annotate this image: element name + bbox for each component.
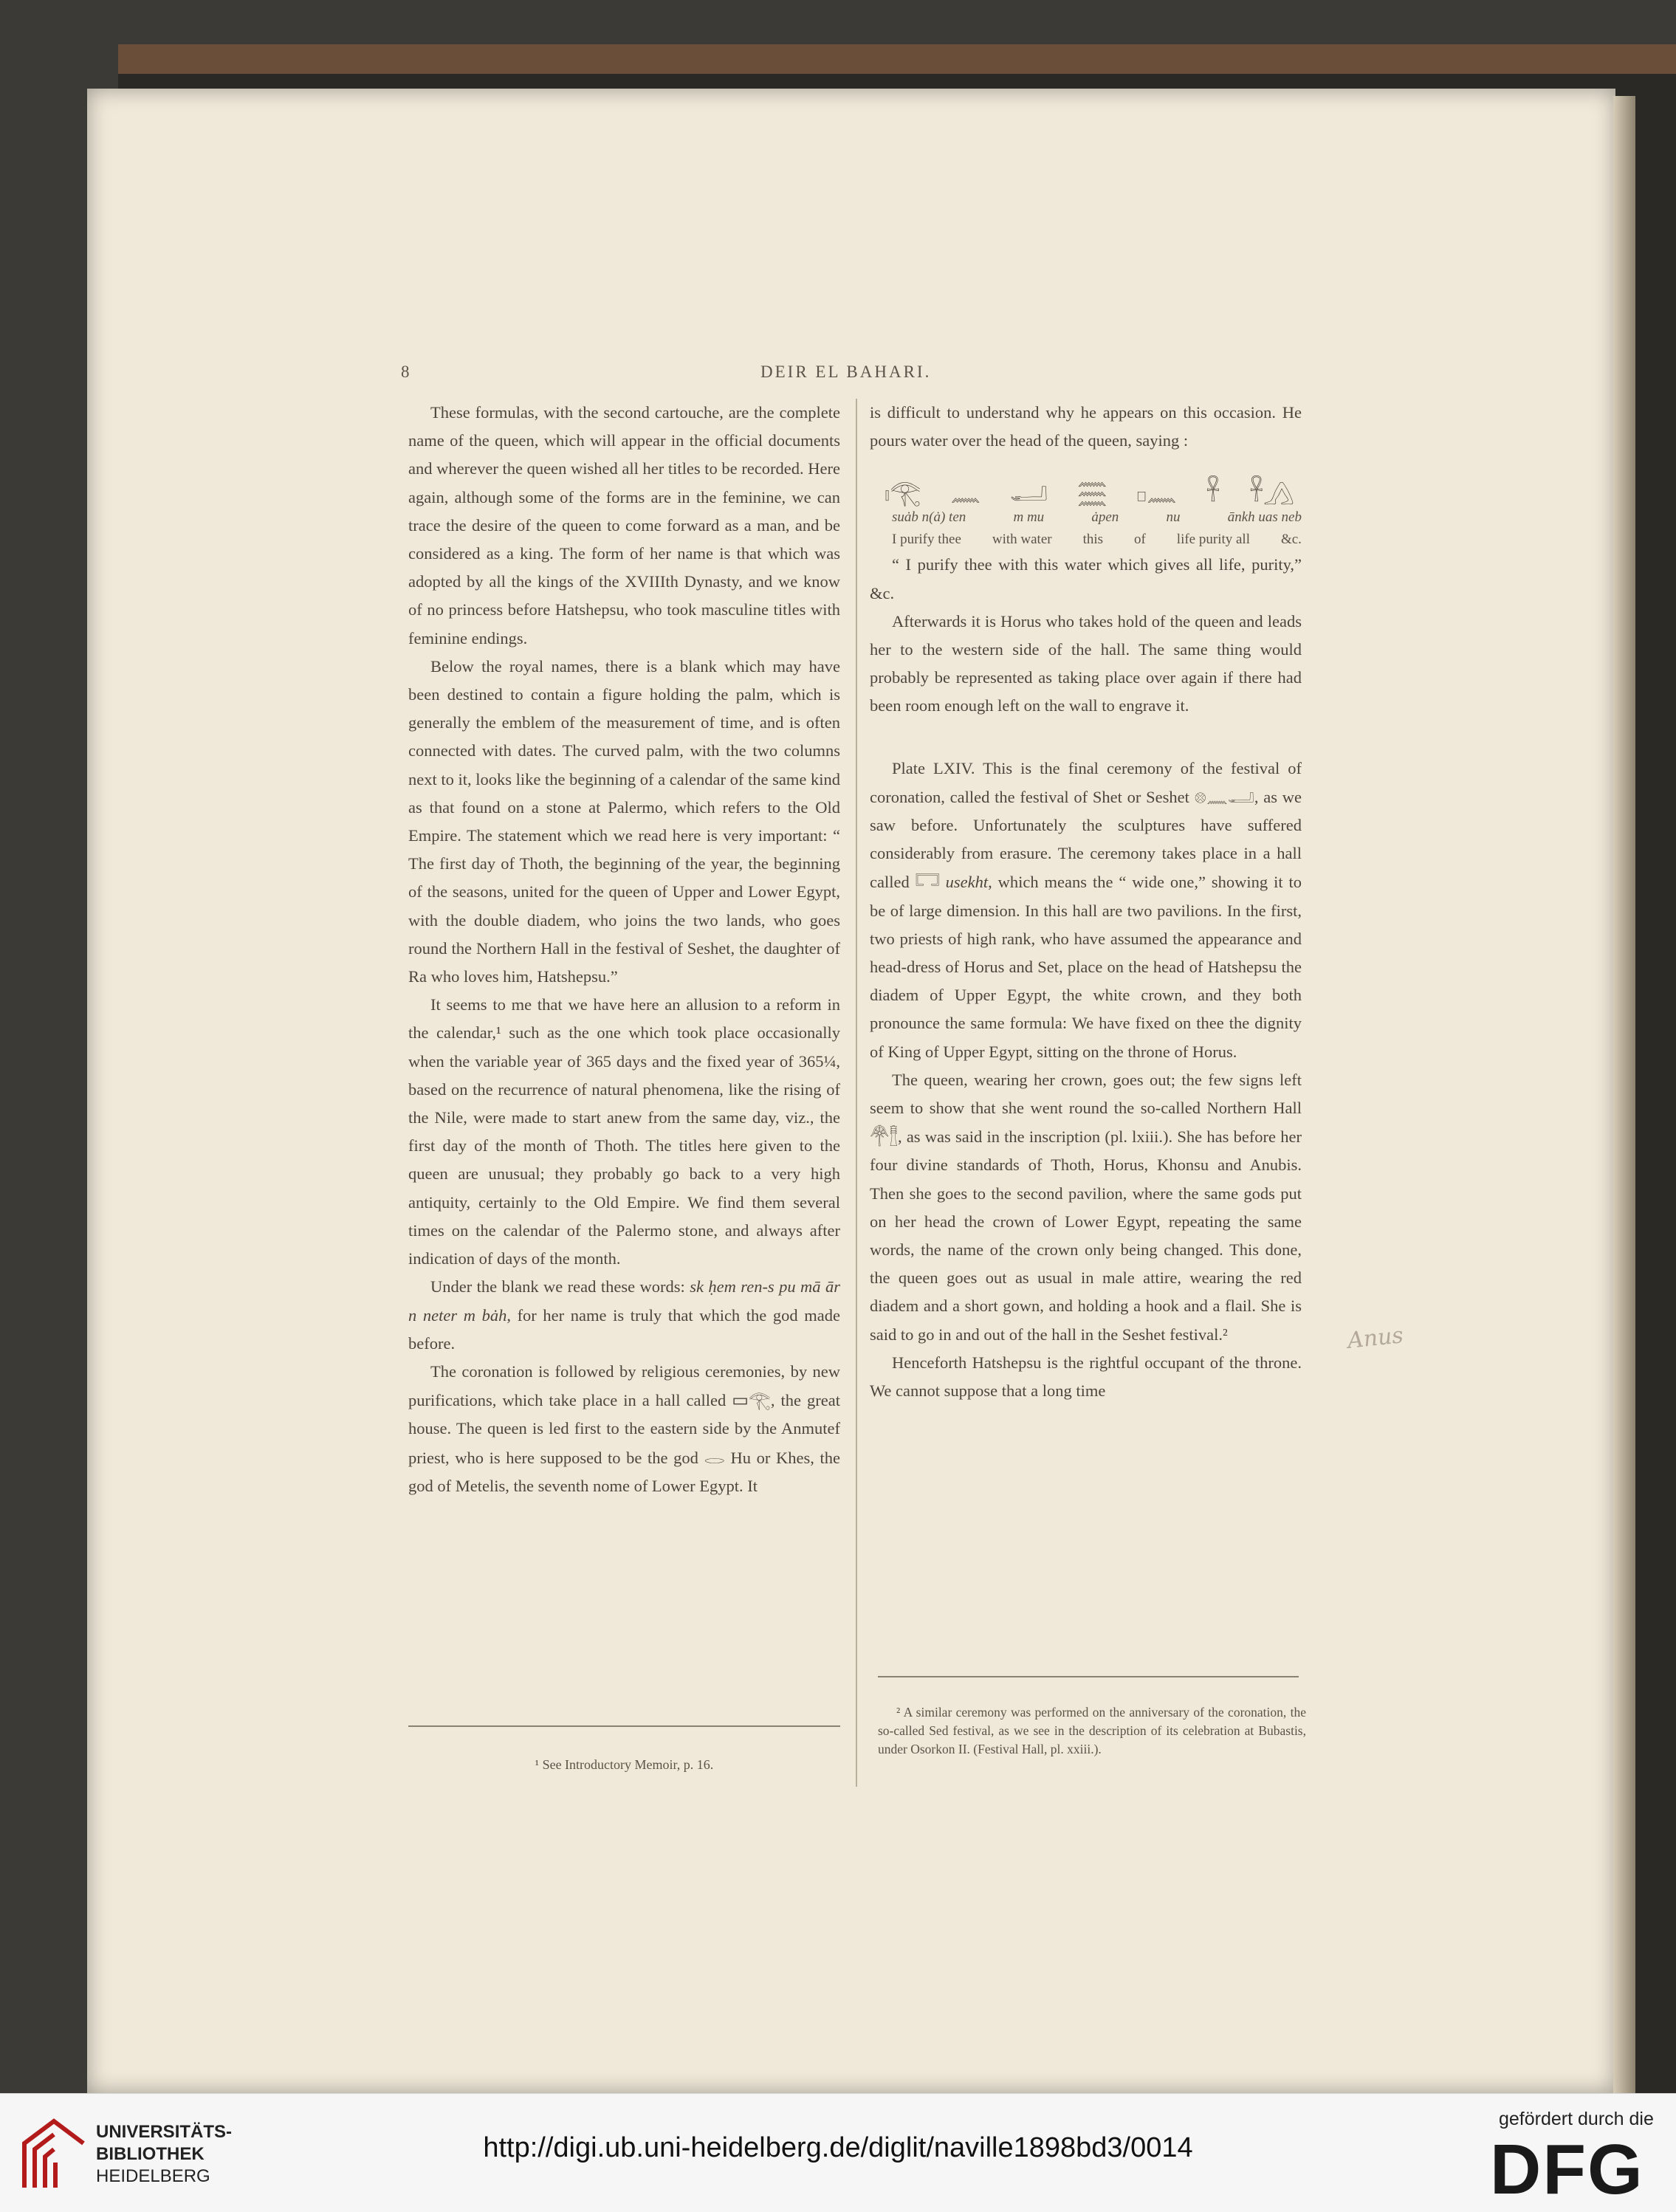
paragraph bbox=[870, 755, 1302, 1066]
gloss-word: I purify thee bbox=[892, 532, 961, 548]
paragraph bbox=[408, 1358, 840, 1500]
running-head bbox=[0, 363, 1676, 385]
page-number: 8 bbox=[401, 363, 410, 381]
hieroglyph-group: 𓋹𓂻 bbox=[1249, 478, 1294, 508]
text-run: Plate LXIV. This is the final ceremony of the festival of coronation, called the festival of Shet or Seshet bbox=[870, 758, 1302, 806]
transliteration-word: suȧb n(ȧ) ten bbox=[892, 509, 966, 526]
hieroglyph-group: 𓊪𓈖 bbox=[1136, 478, 1177, 508]
library-name-line: BIBLIOTHEK bbox=[96, 2144, 205, 2164]
paragraph: is difficult to understand why he appears on this occasion. He pours water over the head of the queen, saying : bbox=[870, 403, 1302, 450]
viewer-footer bbox=[0, 2093, 1676, 2212]
paragraph: “ I purify thee with this water which gives all life, purity,” &c. bbox=[870, 555, 1302, 602]
hieroglyph-group: 𓂝 bbox=[1009, 478, 1048, 508]
permalink-url[interactable]: http://digi.ub.uni-heidelberg.de/diglit/naville1898bd3/0014 bbox=[483, 2132, 1193, 2163]
gloss-word: life purity all bbox=[1176, 532, 1250, 548]
handwritten-margin-note: Anus bbox=[1346, 1322, 1405, 1354]
transliteration-line bbox=[892, 506, 1302, 529]
transliteration-word: ȧpen bbox=[1091, 509, 1119, 526]
left-column bbox=[408, 399, 840, 1500]
hieroglyph-group: 𓈗 bbox=[1076, 478, 1107, 508]
paragraph: These formulas, with the second cartouche, are the complete name of the queen, which will appear in the official documents and wherever the queen wished all her titles to be recorded. Here again, although some of the forms are in the feminine, we can trace the desire of the queen to come forward as a man, and be considered as a king. The form of her name is that which was adopted by all the kings of the XVIIIth Dynasty, and we know of no princess before Hatshepsu, who took masculine titles with feminine endings. bbox=[408, 403, 840, 648]
gloss-word: this bbox=[1082, 532, 1104, 548]
hieroglyph-line bbox=[885, 462, 1294, 506]
transliteration-word: nu bbox=[1166, 509, 1181, 526]
footnote-rule bbox=[878, 1676, 1299, 1677]
gloss-word: with water bbox=[992, 532, 1052, 548]
paragraph: Afterwards it is Horus who takes hold of the queen and leads her to the western side of the hall. The same thing would probably be represented as taking place over again if there had been room enough left on the wall to engrave it. bbox=[870, 611, 1302, 715]
hieroglyph-group: 𓈖 bbox=[950, 478, 981, 508]
hieroglyph-inline: 𓂋 bbox=[704, 1446, 725, 1468]
page-edge bbox=[1613, 96, 1635, 2097]
binding-edge bbox=[118, 44, 1676, 74]
gloss-word: of bbox=[1134, 532, 1146, 548]
translation-gloss-line bbox=[892, 529, 1302, 551]
footnote: ² A similar ceremony was performed on the anniversary of the coronation, the so-called Sed festival, as we see in the description of its celebration at Bubastis, under Osorkon II. (Festival Hall, pl. xxiii.). bbox=[878, 1705, 1306, 1756]
text-run: The queen, wearing her crown, goes out; the few signs left seem to show that she went round the so-called Northern Hall bbox=[870, 1070, 1302, 1118]
library-name-line: HEIDELBERG bbox=[96, 2166, 210, 2186]
text-run: Under the blank we read these words: bbox=[430, 1277, 690, 1296]
paragraph: Henceforth Hatshepsu is the rightful occupant of the throne. We cannot suppose that a long time bbox=[870, 1353, 1302, 1401]
column-divider bbox=[856, 399, 857, 1787]
sponsor-text: gefördert durch die bbox=[1499, 2109, 1654, 2129]
transliteration-inline: usekht bbox=[939, 873, 989, 892]
hieroglyph-group: 𓋹 bbox=[1206, 478, 1220, 508]
hieroglyph-inline: 𓊖𓈖𓂝 bbox=[1194, 786, 1254, 807]
gloss-word: &c. bbox=[1280, 532, 1302, 548]
paragraph: It seems to me that we have here an allusion to a reform in the calendar,¹ such as the one which took place occasionally when the variable year of 365 days and the fixed year of 365¼, based on the recurrence of natural phenomena, like the rising of the Nile, were made to start anew from the same day, viz., the first day of the month of Thoth. The titles here given to the queen are unusual; they probably go back to a very high antiquity, certainly to the Old Empire. We find them several times on the calendar of the Palermo stone, and always after indication of days of the month. bbox=[408, 995, 840, 1268]
running-title: DEIR EL BAHARI. bbox=[760, 363, 932, 381]
hieroglyph-inline: 𓉐 bbox=[915, 871, 940, 893]
paragraph bbox=[870, 1066, 1302, 1349]
library-name-line: UNIVERSITÄTS- bbox=[96, 2122, 233, 2142]
right-column bbox=[870, 399, 1302, 1405]
transliteration-inline: sk ḥem ren-s pu mā ār n neter m bȧh bbox=[408, 1277, 841, 1325]
transliteration-word: m mu bbox=[1013, 509, 1045, 526]
text-run: , as we saw before. Unfortunately the sculptures have suffered considerably from erasure. The ceremony takes place in a hall called bbox=[870, 787, 1302, 892]
hieroglyph-group: 𓏤𓂀 bbox=[885, 478, 921, 508]
text-run: , for her name is truly that which the god made before. bbox=[408, 1305, 840, 1353]
text-run: , the great house. The queen is led first to the eastern side by the Anmutef priest, who is here supposed to be the god bbox=[408, 1391, 840, 1467]
paragraph: Below the royal names, there is a blank which may have been destined to contain a figure holding the palm, which is generally the emblem of the measurement of time, and is often connected with dates. The curved palm, with the two columns next to it, looks like the beginning of a calendar of the same kind as that found on a stone at Palermo, which refers to the Old Empire. The statement which we read here is very important: “ The first day of Thoth, the beginning of the year, the beginning of the seasons, united for the queen of Upper and Lower Egypt, with the double diadem, who joins the two lands, who goes round the Northern Hall in the festival of Seshet, the daughter of Ra who loves him, Hatshepsu.” bbox=[408, 656, 840, 986]
book-page bbox=[87, 89, 1615, 2093]
hieroglyph-inline: 𓋇𓊽 bbox=[870, 1126, 898, 1147]
text-run: , as was said in the inscription (pl. lxiii.). She has before her four divine standards of Thoth, Horus, Khonsu and Anubis. Then she goes to the second pavilion, where the same gods put on her head the crown of Lower Egypt, repeating the same words, the name of the crown only being changed. This done, the queen goes out as usual in male attire, wearing the red diadem and a short gown, and holding a hook and a flail. She is said to go in and out of the hall in the Seshet festival.² bbox=[870, 1127, 1302, 1344]
text-run: Hu or Khes, the god of Metelis, the seventh nome of Lower Egypt. It bbox=[408, 1448, 840, 1495]
paragraph bbox=[408, 1273, 840, 1358]
footnote: ¹ See Introductory Memoir, p. 16. bbox=[535, 1757, 714, 1772]
hieroglyph-inline: ▭𓂀 bbox=[732, 1390, 771, 1411]
dfg-logo[interactable]: DFG bbox=[1490, 2130, 1644, 2209]
footnote-rule bbox=[408, 1725, 840, 1727]
text-run: , which means the “ wide one,” showing it to be of large dimension. In this hall are two pavilions. In the first, two priests of high rank, who have assumed the appearance and head-dress of Horus and Set, place on the head of Hatshepsu the diadem of Upper Egypt, the white crown, and they both pronounce the same formula: We have fixed on thee the dignity of King of Upper Egypt, sitting on the throne of Horus. bbox=[870, 873, 1302, 1061]
text-run: The coronation is followed by religious ceremonies, by new purifications, which take place in a hall called bbox=[408, 1361, 840, 1410]
transliteration-word: ānkh uas neb bbox=[1227, 509, 1302, 526]
